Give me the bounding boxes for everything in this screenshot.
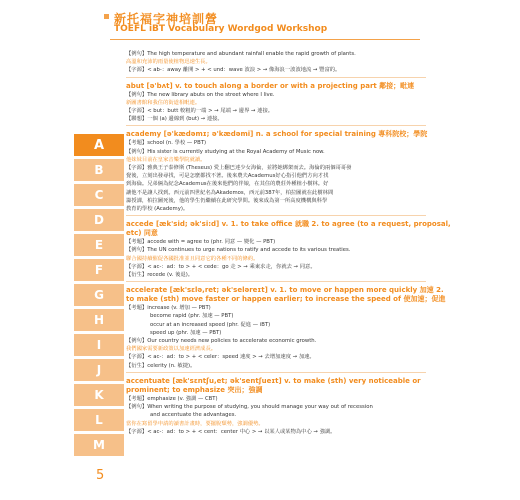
entry-definition-cont: prominent; to emphasize 突出；強調: [126, 385, 263, 394]
etymology-line: 籌授課，柏拉圖死後，他的學生仍繼續在此研究學問。後來成為第一所高度機構與科學: [126, 197, 328, 204]
divider: [126, 77, 426, 78]
divider: [126, 281, 426, 282]
association-line: 【聯想】一個 (a) 邊線到 (but) → 連接。: [126, 116, 223, 123]
entry-headword-accede: accede [æk'sid; ək'si:d] v. 1. to take office 就職 2. to agree (to a request, proposal,: [126, 220, 451, 229]
etymology-line: 【字源】< ac-：ad：to > + < celer：speed 速度 > → 去增加速度 → 加速。: [126, 354, 315, 361]
divider: [126, 215, 426, 216]
etymology-line: 到海倫。兄弟倆為紀念Academus在後來他們的伴娘，在其住的農莊外種植小樹林。好: [126, 181, 329, 188]
corner-mark: [104, 14, 109, 19]
book-subtitle: TOEFL iBT Vocabulary Wordgod Workshop: [114, 24, 328, 34]
tab-a[interactable]: A: [74, 134, 124, 156]
exam-line: occur at an increased speed (phr. 促進 — iBT): [150, 321, 271, 328]
etymology-line: 【字源】雅典王子泰修斯 (Theseus) 愛上翻巴達少女海倫，並將她綁架而去。海倫的兩個哥哥發: [126, 165, 352, 172]
exam-line: 【考題】increase (v. 增加 — PBT): [126, 305, 211, 312]
etymology-line: 【字源】< ab-：away 離開 > + < und：wave 波浪 > → 像海浪一波波地流 → 豐富的。: [126, 67, 341, 74]
entry-headword-academy: academy [ə'kædəmɪ; ə'kædəmi] n. a school for special training 專科院校；學院: [126, 130, 428, 139]
alphabet-index: [74, 134, 124, 459]
tab-c[interactable]: C: [74, 184, 124, 206]
example-line: 【例句】The new library abuts on the street where I live.: [126, 91, 275, 98]
exam-line: speed up (phr. 加速 — PBT): [150, 329, 222, 336]
divider: [126, 372, 426, 373]
entry-headword-abut: abut [ə'bʌt] v. to touch along a border or with a projecting part 鄰接；毗連: [126, 81, 415, 90]
etymology-line: 覺後，立刻出發尋找，可是怎麼都找不著。後來農夫Academus好心指引他們方向才找: [126, 173, 329, 180]
tab-e[interactable]: E: [74, 234, 124, 256]
etymology-line: 【字源】< ac-：ad：to > + < cent：center 中心 > → 以某人或某物為中心 → 強調。: [126, 428, 336, 435]
translation-line: 他妹妹目前在皇家音樂學院就讀。: [126, 156, 206, 163]
etymology-line: 教育的學校 (Academy)。: [126, 206, 189, 213]
translation-line: 新圖書館和我住的街道相毗連。: [126, 99, 201, 106]
tab-f[interactable]: F: [74, 259, 124, 281]
translation-line: 當你在寫留學申請的讀書計畫時，要擺脫頹勢，強調優勢。: [126, 420, 264, 427]
tab-j[interactable]: J: [74, 359, 124, 381]
translation-line: 高溫和充沛的雨量使植物迅速生長。: [126, 59, 211, 66]
etymology-line: 【字源】< but：butt 較粗的一端 > → 尾端 → 邊界 → 連接。: [126, 108, 274, 115]
tab-l[interactable]: L: [74, 409, 124, 431]
example-line: 【例句】When writing the purpose of studying, you should manage your way out of recession: [126, 404, 373, 411]
example-line: and accentuate the advantages.: [150, 412, 237, 419]
tab-b[interactable]: B: [74, 159, 124, 181]
exam-line: 【考題】accede with = agree to (phr. 同意 — 變化 — PBT): [126, 239, 276, 246]
example-line: 【例句】Our country needs new policies to accelerate economic growth.: [126, 338, 317, 345]
header-rule: [110, 39, 420, 40]
example-line: 【例句】The high temperature and abundant rainfall enable the rapid growth of plants.: [126, 51, 356, 57]
derivative-line: 【衍生】recede (v. 後退)。: [126, 272, 194, 279]
entry-headword-accentuate: accentuate [æk'sɛntʃu,et; ək'sentʃueɪt] v. to make (sth) very noticeable or: [126, 376, 421, 385]
exam-line: 【考題】school (n. 學校 — PBT): [126, 140, 207, 147]
tab-i[interactable]: I: [74, 334, 124, 356]
book-title: 新托福字神培訓營: [114, 12, 219, 26]
translation-line: 我們國家需要新政策以加速經濟成長。: [126, 346, 217, 353]
tab-h[interactable]: H: [74, 309, 124, 331]
example-line: 【例句】His sister is currently studying at the Royal Academy of Music now.: [126, 148, 325, 155]
page-number: 5: [96, 468, 105, 483]
exam-line: become rapid (phr. 加速 — PBT): [150, 313, 234, 320]
dictionary-content: [126, 50, 451, 436]
translation-line: 聯合國持續催促各國批准並且同意它的各種不同的條約。: [126, 255, 259, 262]
tab-d[interactable]: D: [74, 209, 124, 231]
entry-headword-accelerate: accelerate [æk'sɛlə,ret; ək'seləreɪt] v. 1. to move or happen more quickly 加速 2.: [126, 286, 444, 295]
etymology-line: 【字源】< ac-：ad：to > + < cede：go 走 > → 乘東求走，你就去 → 同意。: [126, 263, 316, 270]
header: [96, 6, 426, 42]
etymology-line: 讓他不是讓人找到。西元前四世紀名為Akademos，西元前387年，柏拉圖就在此樹林間: [126, 189, 334, 196]
example-line: 【例句】The UN continues to urge nations to ratify and accede to its various treaties.: [126, 247, 351, 254]
tab-m[interactable]: M: [74, 434, 124, 456]
divider: [126, 125, 426, 126]
tab-k[interactable]: K: [74, 384, 124, 406]
tab-g[interactable]: G: [74, 284, 124, 306]
derivative-line: 【衍生】celerity (n. 敏捷)。: [126, 362, 196, 369]
entry-definition-cont: etc) 同意: [126, 229, 158, 238]
exam-line: 【考題】emphasize (v. 強調 — CBT): [126, 395, 218, 402]
entry-definition-cont: to make (sth) move faster or happen earlier; to increase the speed of 使加速；促進: [126, 295, 446, 304]
